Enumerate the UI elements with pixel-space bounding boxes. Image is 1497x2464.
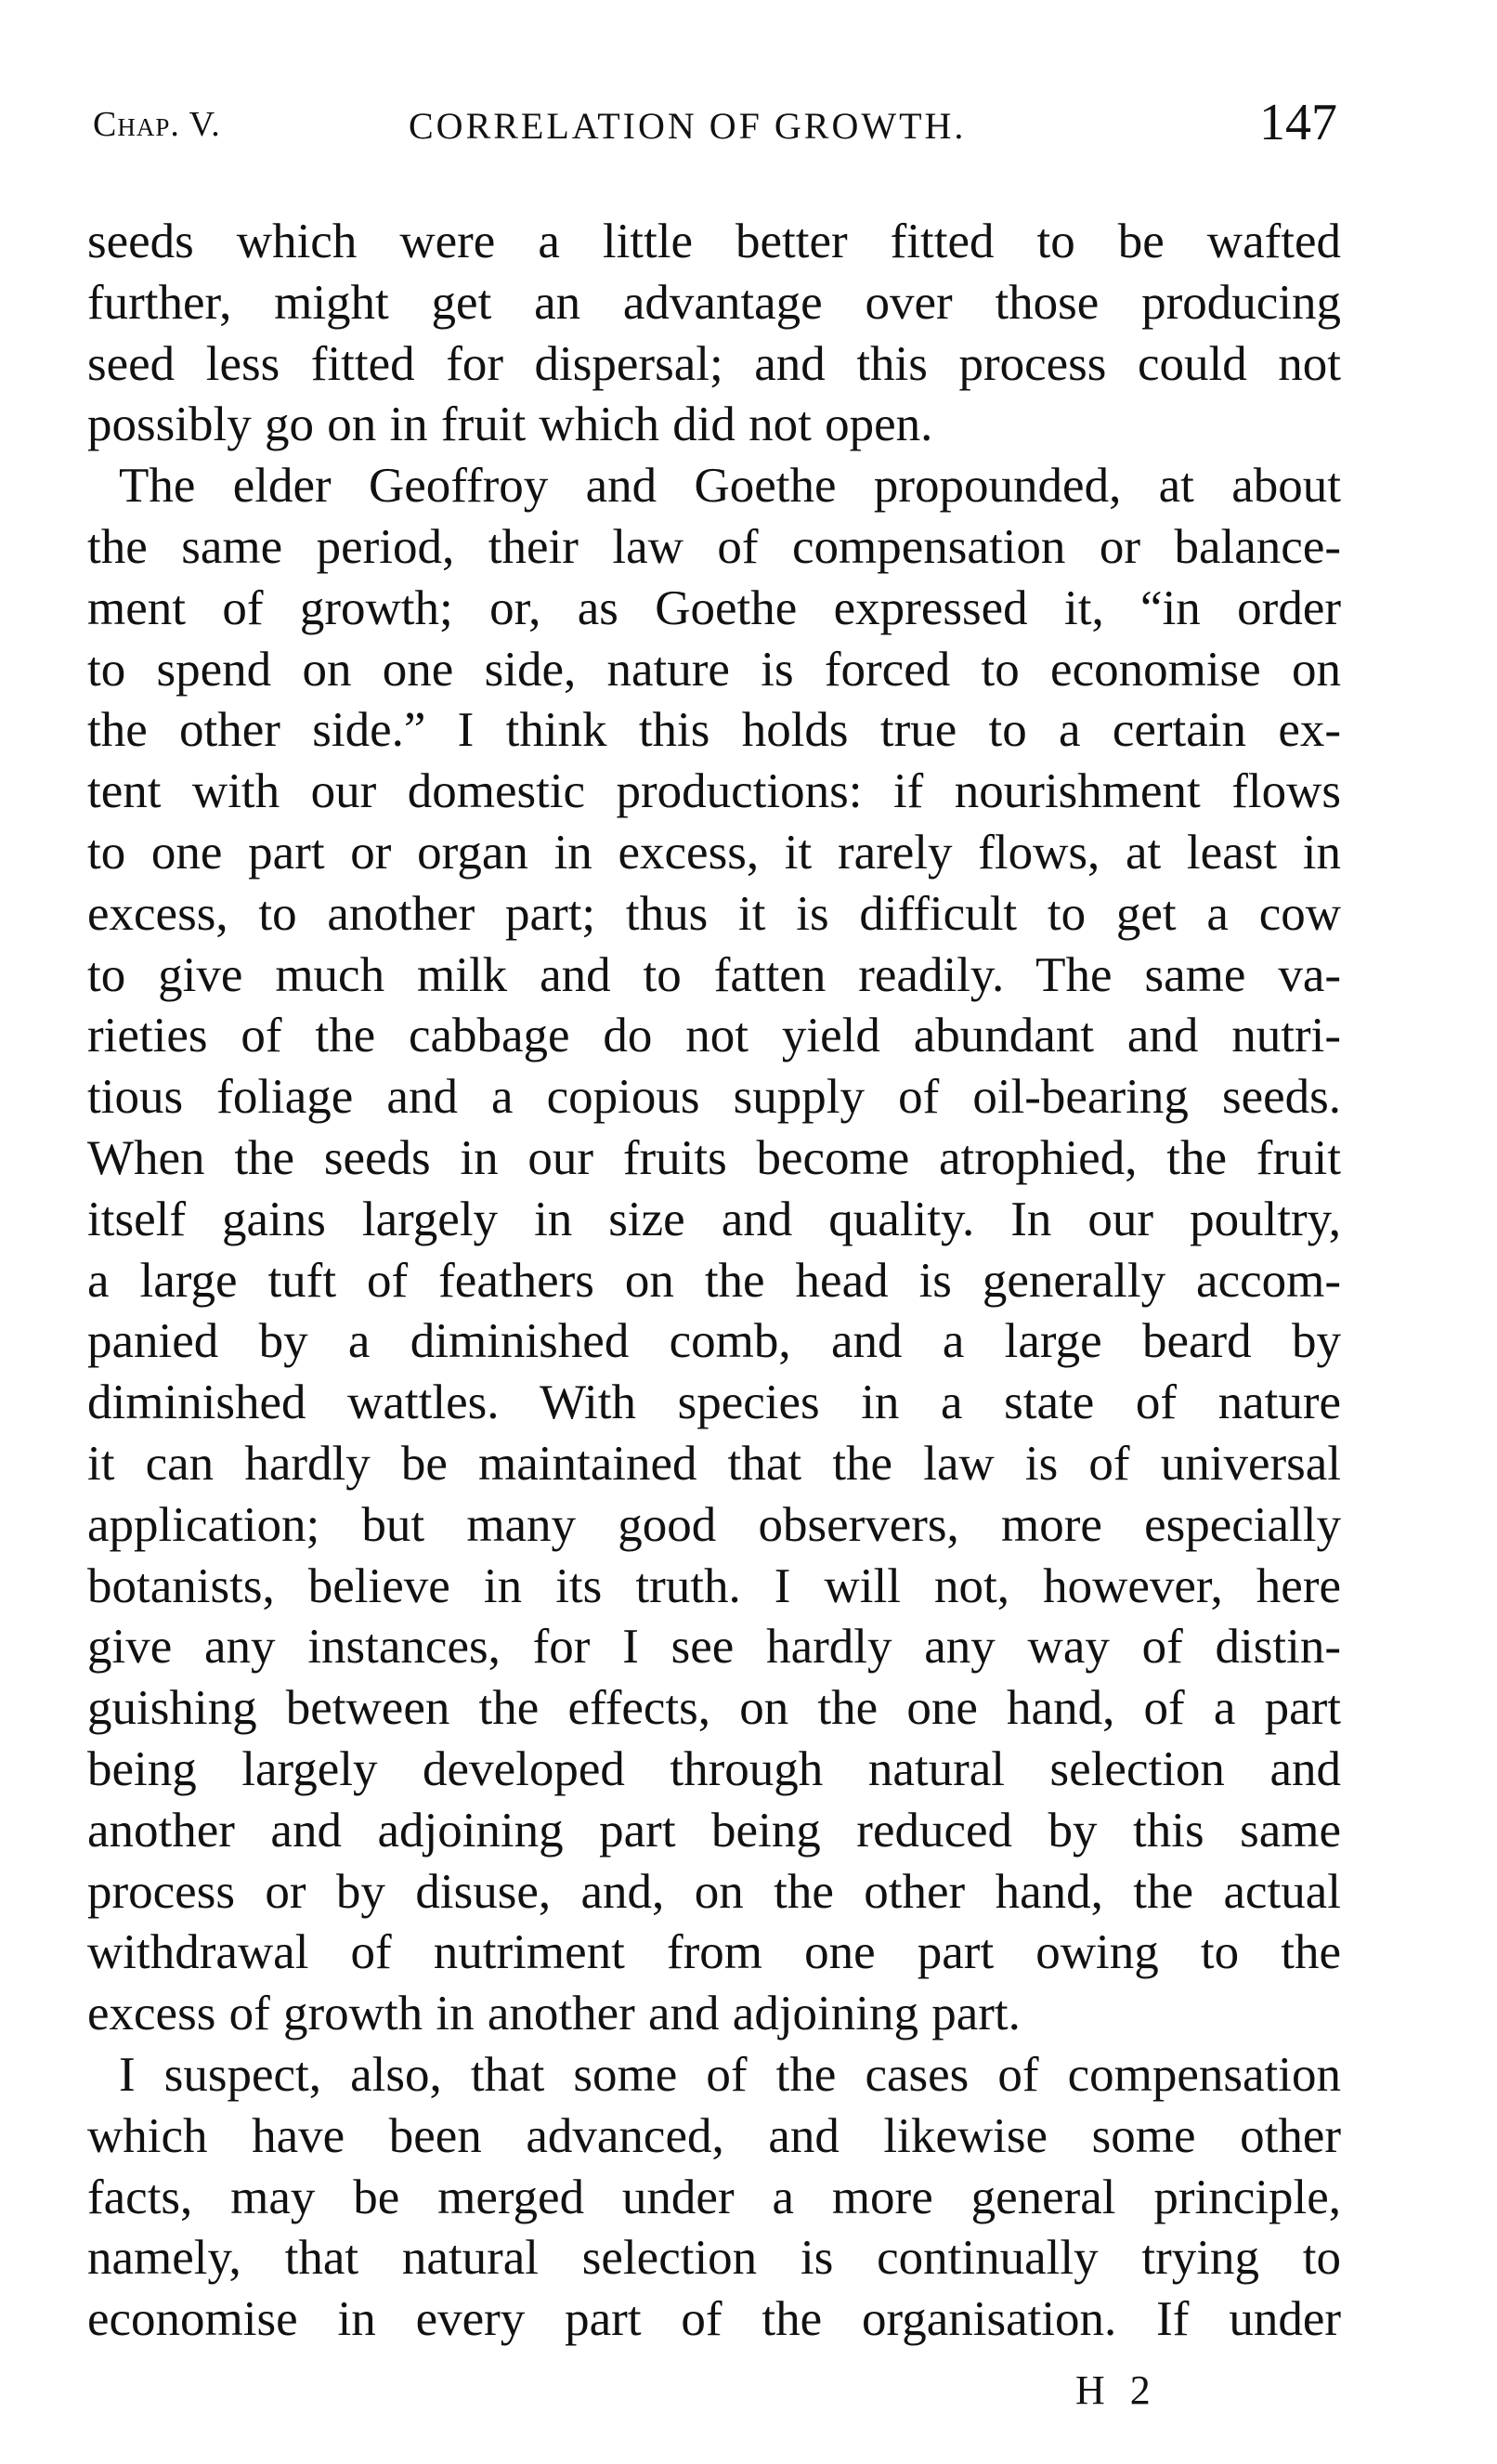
text-line: panied by a diminished comb, and a large beard by (87, 1314, 1341, 1369)
text-line: the other side.” I think this holds true to a certain ex- (87, 703, 1341, 758)
text-line: withdrawal of nutriment from one part owing to the (87, 1925, 1341, 1980)
text-line: I suspect, also, that some of the cases of compensation (119, 2047, 1341, 2102)
text-line: seed less fitted for dispersal; and this process could not (87, 336, 1341, 391)
text-line: possibly go on in fruit which did not open. (87, 398, 933, 452)
text-line: to spend on one side, nature is forced to economise on (87, 642, 1341, 697)
text-line: application; but many good observers, more especially (87, 1497, 1341, 1552)
paragraph-1 (87, 212, 1341, 456)
text-line: the same period, their law of compensation or balance- (87, 519, 1341, 574)
page-number: 147 (1259, 94, 1337, 151)
text-line: When the seeds in our fruits become atrophied, the fruit (87, 1130, 1341, 1185)
signature-mark: H 2 (1075, 2367, 1158, 2413)
text-line: another and adjoining part being reduced by this same (87, 1803, 1341, 1858)
text-line: excess of growth in another and adjoining part. (87, 1987, 1021, 2041)
text-line: The elder Geoffroy and Goethe propounded, at about (119, 459, 1341, 514)
text-line: process or by disuse, and, on the other hand, the actual (87, 1864, 1341, 1919)
text-line: being largely developed through natural selection and (87, 1741, 1341, 1796)
text-line: which have been advanced, and likewise some other (87, 2108, 1341, 2163)
paragraph-2 (87, 456, 1341, 2045)
text-line: it can hardly be maintained that the law is of universal (87, 1436, 1341, 1491)
chapter-label: Chap. V. (93, 105, 221, 144)
text-line: to one part or organ in excess, it rarely flows, at least in (87, 825, 1341, 880)
text-line: seeds which were a little better fitted to be wafted (87, 215, 1341, 268)
text-line: excess, to another part; thus it is difficult to get a cow (87, 886, 1341, 941)
text-line: rieties of the cabbage do not yield abundant and nutri- (87, 1009, 1341, 1063)
text-line: itself gains largely in size and quality. In our poultry, (87, 1192, 1341, 1246)
body-text (87, 212, 1341, 2351)
running-head (93, 93, 1337, 158)
text-line: economise in every part of the organisation. If under (87, 2292, 1341, 2347)
text-line: diminished wattles. With species in a state of nature (87, 1375, 1341, 1430)
text-line: botanists, believe in its truth. I will not, however, here (87, 1558, 1341, 1613)
text-line: a large tuft of feathers on the head is generally accom- (87, 1253, 1341, 1308)
text-line: namely, that natural selection is continually trying to (87, 2231, 1341, 2286)
text-line: further, might get an advantage over those producing (87, 275, 1341, 330)
running-title: CORRELATION OF GROWTH. (409, 105, 967, 147)
text-line: tious foliage and a copious supply of oil-bearing seeds. (87, 1070, 1341, 1125)
text-line: facts, may be merged under a more general principle, (87, 2170, 1341, 2224)
text-line: tent with our domestic productions: if nourishment flows (87, 764, 1341, 819)
text-line: guishing between the effects, on the one hand, of a part (87, 1681, 1341, 1736)
text-line: give any instances, for I see hardly any way of distin- (87, 1620, 1341, 1675)
text-line: to give much milk and to fatten readily. The same va- (87, 947, 1341, 1002)
paragraph-3 (87, 2045, 1341, 2351)
text-line: ment of growth; or, as Goethe expressed it, “in order (87, 580, 1341, 635)
